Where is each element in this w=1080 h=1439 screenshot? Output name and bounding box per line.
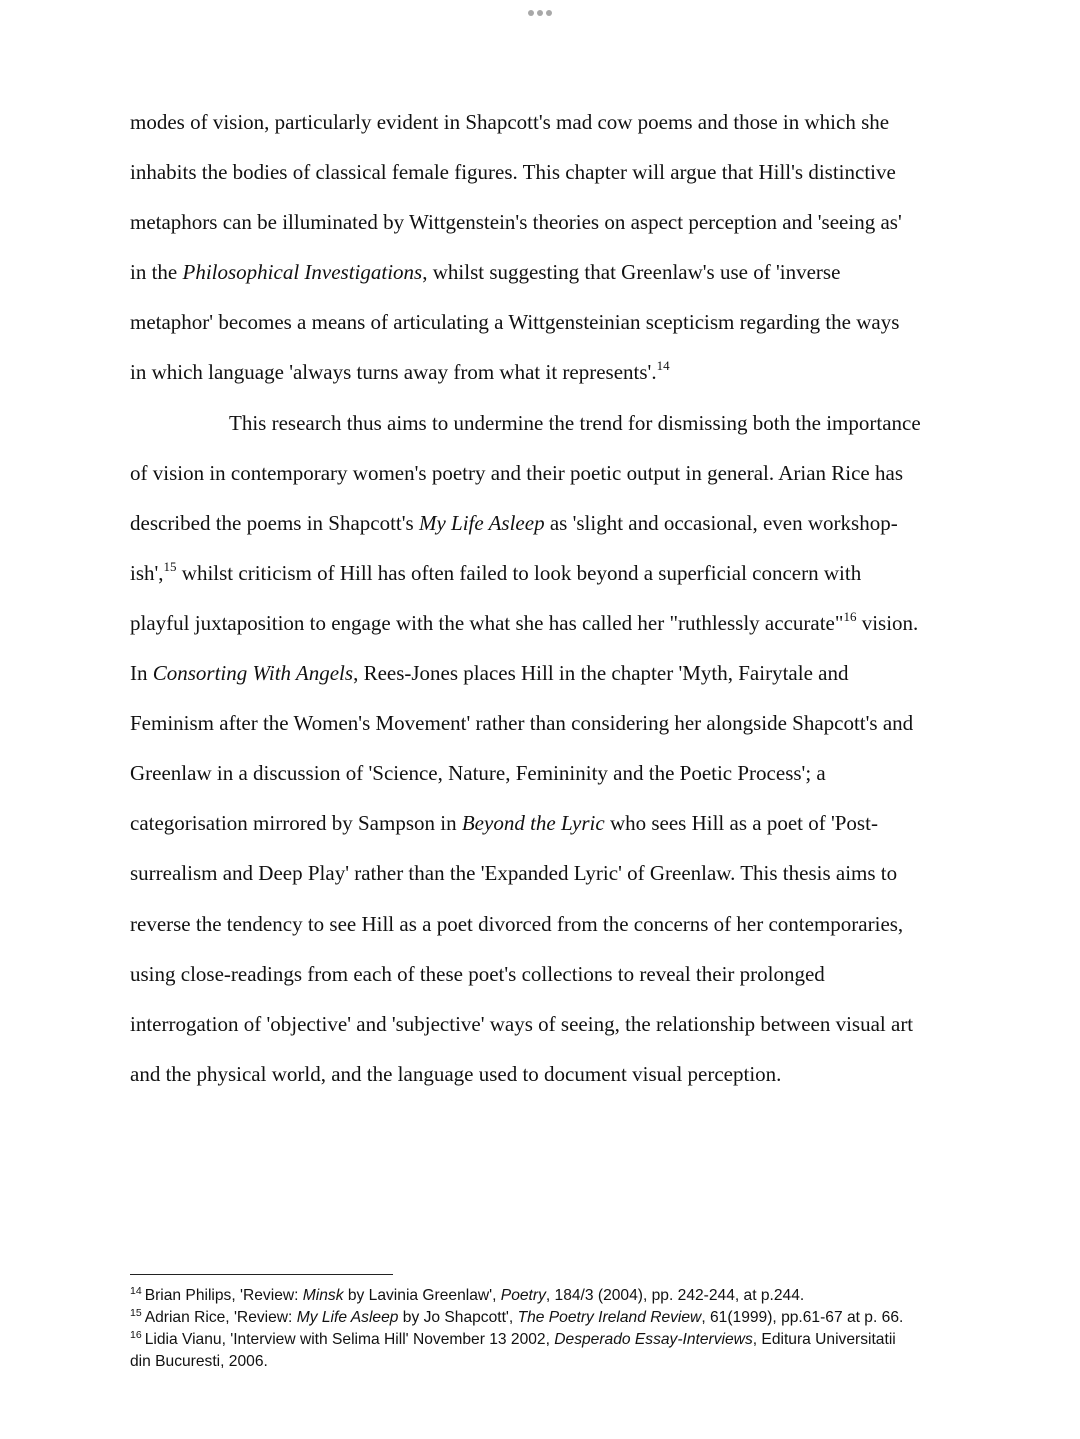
text-line: Greenlaw in a discussion of 'Science, Nature, Femininity and the Poetic Process'; a xyxy=(130,761,826,786)
more-horizontal-icon[interactable] xyxy=(0,7,1080,19)
footnote-15: $^{15}$ Adrian Rice, 'Review: My Life Asleep by Jo Shapcott', The Poetry Ireland Review, 61(1999), pp.61-67 at p. 66. xyxy=(130,1307,904,1326)
book-title: Beyond the Lyric xyxy=(461,811,605,836)
text-line: In Consorting With Angels, Rees-Jones places Hill in the chapter 'Myth, Fairytale and xyxy=(130,661,849,686)
document-body xyxy=(130,97,952,1099)
text-line: This research thus aims to undermine the trend for dismissing both the importance xyxy=(229,410,921,435)
footnote-divider xyxy=(130,1274,393,1275)
text-line: described the poems in Shapcott's My Life Asleep as 'slight and occasional, even workshop- xyxy=(130,510,898,535)
text-line: reverse the tendency to see Hill as a poet divorced from the concerns of her contemporaries, xyxy=(130,911,904,936)
book-title: My Life Asleep xyxy=(418,510,545,535)
footnote-16: $^{16}$ Lidia Vianu, 'Interview with Selima Hill' November 13 2002, Desperado Essay-Interviews, Editura Universitatii xyxy=(130,1329,896,1348)
book-title: Philosophical Investigations xyxy=(182,260,423,285)
footnote-ref-14[interactable]: 14 xyxy=(656,358,670,374)
text-line: interrogation of 'objective' and 'subjective' ways of seeing, the relationship between visual art xyxy=(130,1011,914,1036)
footnote-14: $^{14}$ Brian Philips, 'Review: Minsk by Lavinia Greenlaw', Poetry, 184/3 (2004), pp. 242-244, at p.244. xyxy=(130,1285,805,1304)
text-line: metaphor' becomes a means of articulating a Wittgensteinian scepticism regarding the ways xyxy=(130,310,900,335)
text-line: in the Philosophical Investigations, whilst suggesting that Greenlaw's use of 'inverse xyxy=(130,260,841,285)
text-line: metaphors can be illuminated by Wittgenstein's theories on aspect perception and 'seeing as' xyxy=(130,210,902,235)
text-line: in which language 'always turns away from what it represents'.$^{14}$ xyxy=(130,358,670,385)
text-line: modes of vision, particularly evident in Shapcott's mad cow poems and those in which she xyxy=(130,110,890,134)
text-line: inhabits the bodies of classical female figures. This chapter will argue that Hill's distinctive xyxy=(130,160,896,185)
text-line: categorisation mirrored by Sampson in Beyond the Lyric who sees Hill as a poet of 'Post- xyxy=(130,811,878,836)
book-title: Consorting With Angels xyxy=(152,661,354,686)
footnote-16-cont: din Bucuresti, 2006. xyxy=(130,1353,268,1370)
text-line: playful juxtaposition to engage with the what she has called her "ruthlessly accurate"$^{16}$ vision. xyxy=(130,608,919,635)
text-line: Feminism after the Women's Movement' rather than considering her alongside Shapcott's and xyxy=(130,711,914,736)
text-line: using close-readings from each of these poet's collections to reveal their prolonged xyxy=(130,961,825,986)
footnote-ref-15[interactable]: 15 xyxy=(163,558,177,574)
text-line: of vision in contemporary women's poetry and their poetic output in general. Arian Rice has xyxy=(130,460,904,485)
text-line: surrealism and Deep Play' rather than the 'Expanded Lyric' of Greenlaw. This thesis aims to xyxy=(130,861,898,886)
text-line: and the physical world, and the language used to document visual perception. xyxy=(130,1061,782,1086)
footnote-ref-16[interactable]: 16 xyxy=(843,608,857,624)
text-line: ish',$^{15}$ whilst criticism of Hill has often failed to look beyond a superficial concern with xyxy=(130,558,862,585)
footnotes xyxy=(130,1285,960,1373)
